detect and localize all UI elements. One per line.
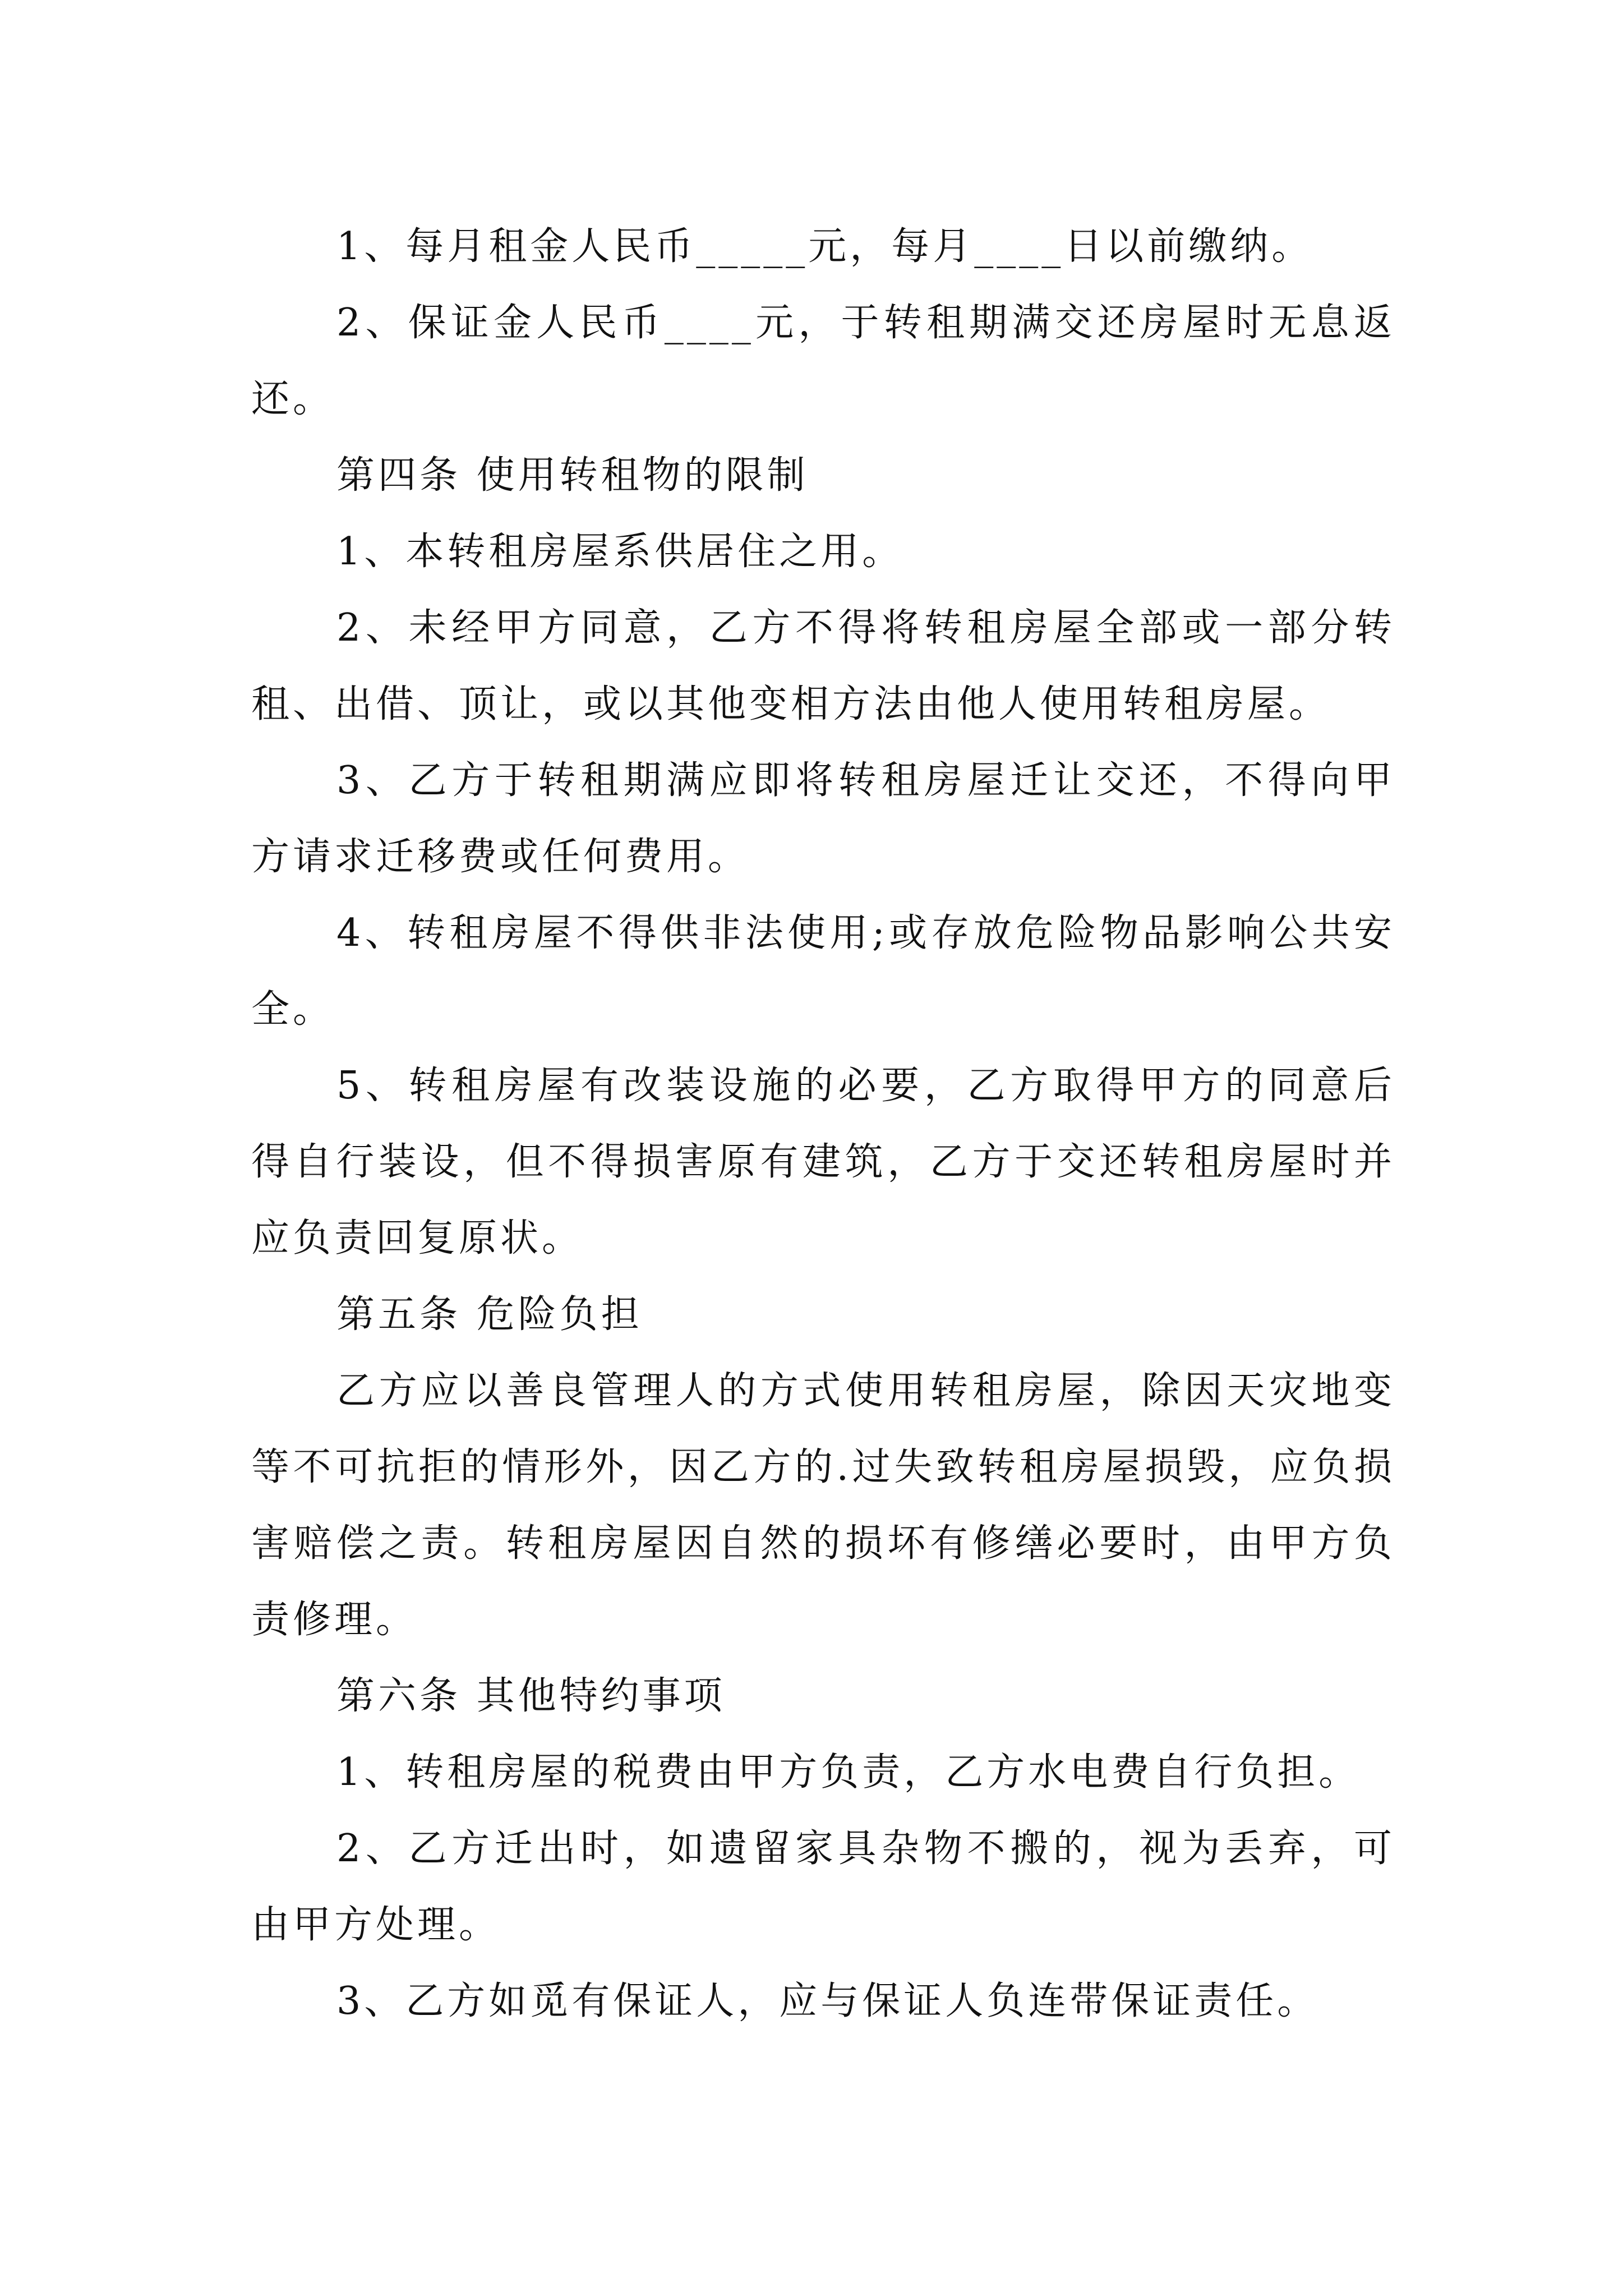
section-heading-article-5: 第五条 危险负担 — [336, 1292, 643, 1337]
paragraph-risk-burden: 乙方应以善良管理人的方式使用转租房屋，除因天灾地变等不可抗拒的情形外，因乙方的.过失致转租房屋损毁，应负损害赔偿之责。转租房屋因自然的损坏有修缮必要时，由甲方负责修理。 — [251, 1369, 1395, 1642]
paragraph-taxes-utilities: 1、转租房屋的税费由甲方负责，乙方水电费自行负担。 — [336, 1750, 1361, 1795]
document-body — [251, 209, 1395, 2040]
paragraph-residential-use: 1、本转租房屋系供居住之用。 — [336, 530, 904, 574]
paragraph-abandoned-items: 2、乙方迁出时，如遗留家具杂物不搬的，视为丢弃，可由甲方处理。 — [251, 1826, 1395, 1947]
paragraph-modifications: 5、转租房屋有改装设施的必要，乙方取得甲方的同意后得自行装设，但不得损害原有建筑，乙方于交还转租房屋时并应负责回复原状。 — [251, 1064, 1395, 1260]
paragraph-deposit: 2、保证金人民币____元，于转租期满交还房屋时无息返还。 — [251, 301, 1395, 421]
paragraph-no-illegal-use: 4、转租房屋不得供非法使用;或存放危险物品影响公共安全。 — [251, 911, 1395, 1032]
section-heading-article-6: 第六条 其他特约事项 — [336, 1674, 726, 1718]
section-heading-article-4: 第四条 使用转租物的限制 — [336, 453, 809, 498]
paragraph-rent-amount: 1、每月租金人民币_____元，每月____日以前缴纳。 — [336, 224, 1313, 269]
paragraph-no-sublet: 2、未经甲方同意，乙方不得将转租房屋全部或一部分转租、出借、顶让，或以其他变相方法由他人使用转租房屋。 — [251, 606, 1395, 726]
paragraph-guarantor: 3、乙方如觅有保证人，应与保证人负连带保证责任。 — [336, 1979, 1319, 2023]
paragraph-vacate-on-expiry: 3、乙方于转租期满应即将转租房屋迁让交还，不得向甲方请求迁移费或任何费用。 — [251, 758, 1395, 879]
